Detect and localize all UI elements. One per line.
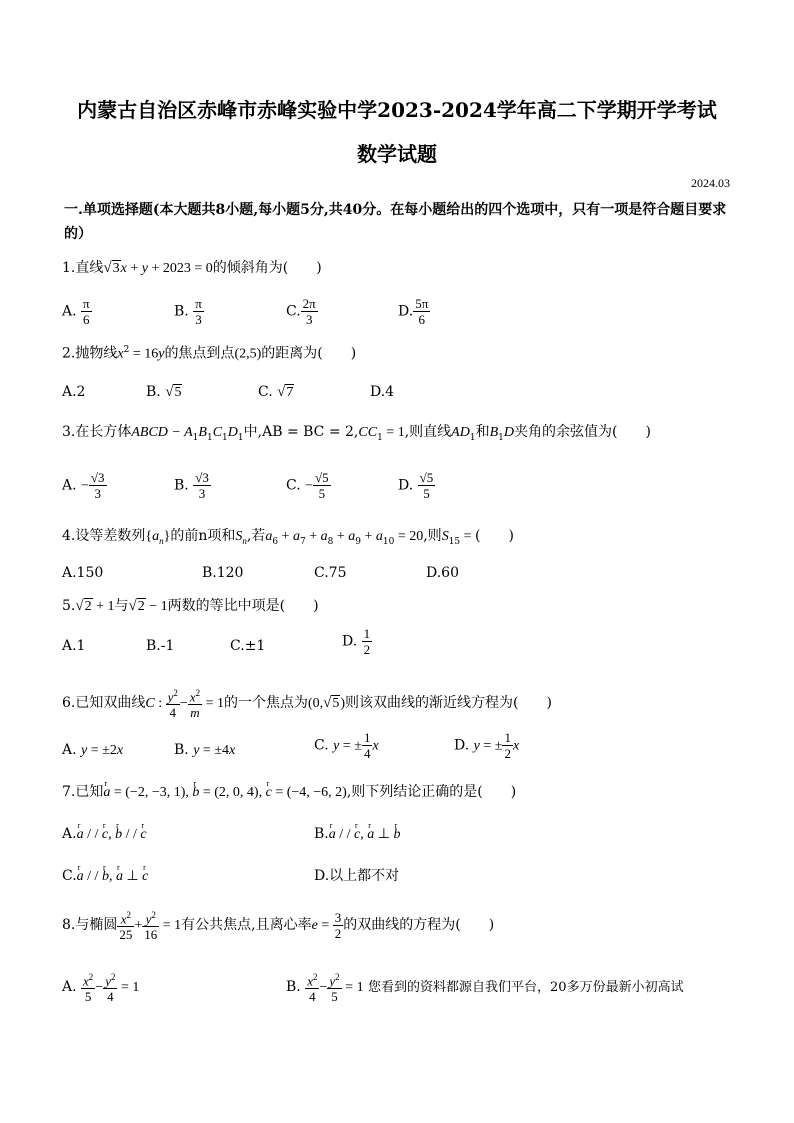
question-7: 7.已知r a = (−2, −3, 1), r b = (2, 0, 4), r c = (−4, −6, 2),则下列结论正确的是( ) bbox=[62, 782, 516, 803]
title-line-2: 数学试题 bbox=[357, 142, 437, 166]
watermark-text: 您看到的资料都源自我们平台，20多万份最新小初高试 bbox=[368, 980, 684, 996]
q3-option-a: A. − $\frac{√3}{3}$ bbox=[62, 470, 105, 501]
question-5: 5.√2 + 1与√2 − 1两数的等比中项是( ) bbox=[62, 598, 319, 614]
q4-option-b: B.120 bbox=[202, 565, 244, 581]
question-2: 2.抛物线$x^2 = 16y$的焦点到点(2,5)的距离为( ) bbox=[62, 345, 357, 362]
q1-option-d: D. $\frac{5\pi}{6}$ bbox=[398, 296, 429, 327]
question-4: 4.设等差数列$\{a_n\}$的前n项和$S_n$,若$a_6 + a_7 + a_8 + a_9 + a_{10} = 20$,则$S_{15}$ = ( ) bbox=[62, 528, 514, 547]
q8-option-b: B. $\frac{x^2}{4}$ − $\frac{y^2}{5}$ = 1 您看到的资料都源自我们平台，20多万份最新小初高试 bbox=[286, 972, 684, 1005]
q4-option-a: A.150 bbox=[62, 565, 104, 581]
q2-option-a: A.2 bbox=[62, 384, 86, 400]
question-8: 8.与椭圆 $\frac{x^2}{25}$ + $\frac{y^2}{16}$ = 1有公共焦点,且离心率e = $\frac{3}{2}$ 的双曲线的方程为( ) bbox=[62, 909, 495, 943]
q5-option-b: B.-1 bbox=[146, 638, 175, 654]
q5-option-a: A.1 bbox=[62, 638, 86, 654]
question-6: 6.已知双曲线C : $\frac{y^2}{4}$ − $\frac{x^2}{m}$ = 1的一个焦点为(0,√5)则该双曲线的渐近线方程为( ) bbox=[62, 688, 552, 721]
q6-option-b: B. y = ±4x bbox=[174, 742, 236, 758]
q7-option-c: C.r a / / r b, r a ⊥ r c bbox=[62, 866, 148, 887]
q5-option-d: D. $\frac{1}{2}$ bbox=[342, 626, 371, 657]
q5-option-c: C.±1 bbox=[230, 638, 266, 654]
q3-option-d: D. $\frac{√5}{5}$ bbox=[398, 470, 434, 501]
q2-option-b: B. √5 bbox=[146, 384, 182, 400]
q1-option-b: B. $\frac{\pi}{3}$ bbox=[174, 296, 202, 327]
q2-option-d: D.4 bbox=[370, 384, 395, 400]
q1-prefix: 1.直线 bbox=[62, 260, 104, 276]
q2-option-c: C. √7 bbox=[258, 384, 294, 400]
q8-option-a: A. $\frac{x^2}{5}$ − $\frac{y^2}{4}$ = 1 bbox=[62, 972, 140, 1005]
q4-option-d: D.60 bbox=[426, 565, 459, 581]
question-1: 1.直线√3x + y + 2023 = 0的倾斜角为( ) bbox=[62, 260, 322, 276]
q7-option-b: B.r a / / r c, r a ⊥ r b bbox=[314, 824, 400, 845]
q7-option-a: A.r a / / r c, r b / / r c bbox=[62, 824, 147, 845]
title-line-1: 内蒙古自治区赤峰市赤峰实验中学2023-2024学年高二下学期开学考试 bbox=[77, 98, 717, 122]
exam-date: 2024.03 bbox=[691, 176, 730, 190]
q3-option-b: B. $\frac{√3}{3}$ bbox=[174, 470, 209, 501]
q4-option-c: C.75 bbox=[314, 565, 347, 581]
q1-option-c: C. $\frac{2\pi}{3}$ bbox=[286, 296, 316, 327]
q1-option-a: A. $\frac{\pi}{6}$ bbox=[62, 296, 90, 327]
q1-suffix: 的倾斜角为( ) bbox=[212, 260, 322, 276]
section-heading: 一.单项选择题(本大题共8小题,每小题5分,共40分。在每小题给出的四个选项中，只有一项是符合题目要求的） bbox=[64, 202, 727, 242]
q6-option-a: A. y = ±2x bbox=[62, 742, 124, 758]
q6-option-c: C. y = ± $\frac{1}{4}$ x bbox=[314, 730, 379, 761]
q6-option-d: D. y = ± $\frac{1}{2}$ x bbox=[454, 730, 520, 761]
question-3: 3.在长方体ABCD − $A_1B_1C_1D_1$中,AB = BC = $2,CC_1 = 1$,则直线$AD_1$和$B_1D$夹角的余弦值为( ) bbox=[62, 424, 651, 443]
q7-option-d: D.以上都不对 bbox=[314, 868, 400, 884]
q3-option-c: C. − $\frac{√5}{5}$ bbox=[286, 470, 329, 501]
